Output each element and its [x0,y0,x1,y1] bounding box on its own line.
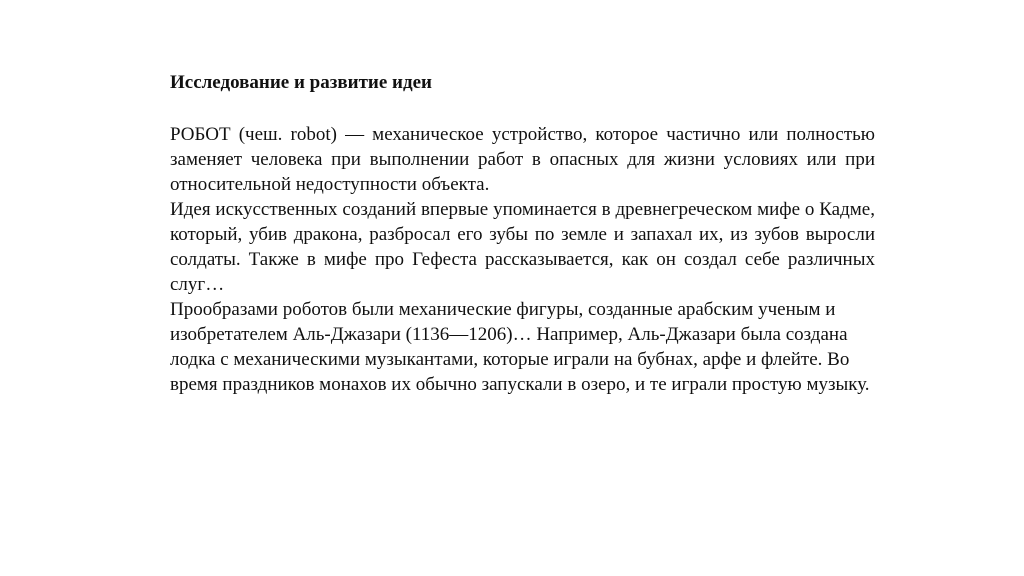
slide-title: Исследование и развитие идеи [170,72,432,93]
paragraph-robot-definition: РОБОТ (чеш. robot) — механическое устройство, которое частично или полностью заменяет человека при выполнении работ в опасных для жизни условиях или при относительной недоступности объекта. [170,124,875,195]
paragraph-myth: Идея искусственных созданий впервые упоминается в древнегреческом мифе о Кадме, который, убив дракона, разбросал его зубы по земле и запахал их, из зубов выросли солдаты. Также в мифе про Гефеста рассказывается, как он создал себе различных слуг… [170,199,875,295]
paragraph-al-jazari: Прообразами роботов были механические фигуры, созданные арабским ученым и изобретателем Аль-Джазари (1136—1206)… Например, Аль-Джазари была создана лодка с механическими музыкантами, которые играли на бубнах, арфе и флейте. Во время праздников монахов их обычно запускали в озеро, и те играли простую музыку. [170,299,870,395]
slide-body [170,122,875,397]
